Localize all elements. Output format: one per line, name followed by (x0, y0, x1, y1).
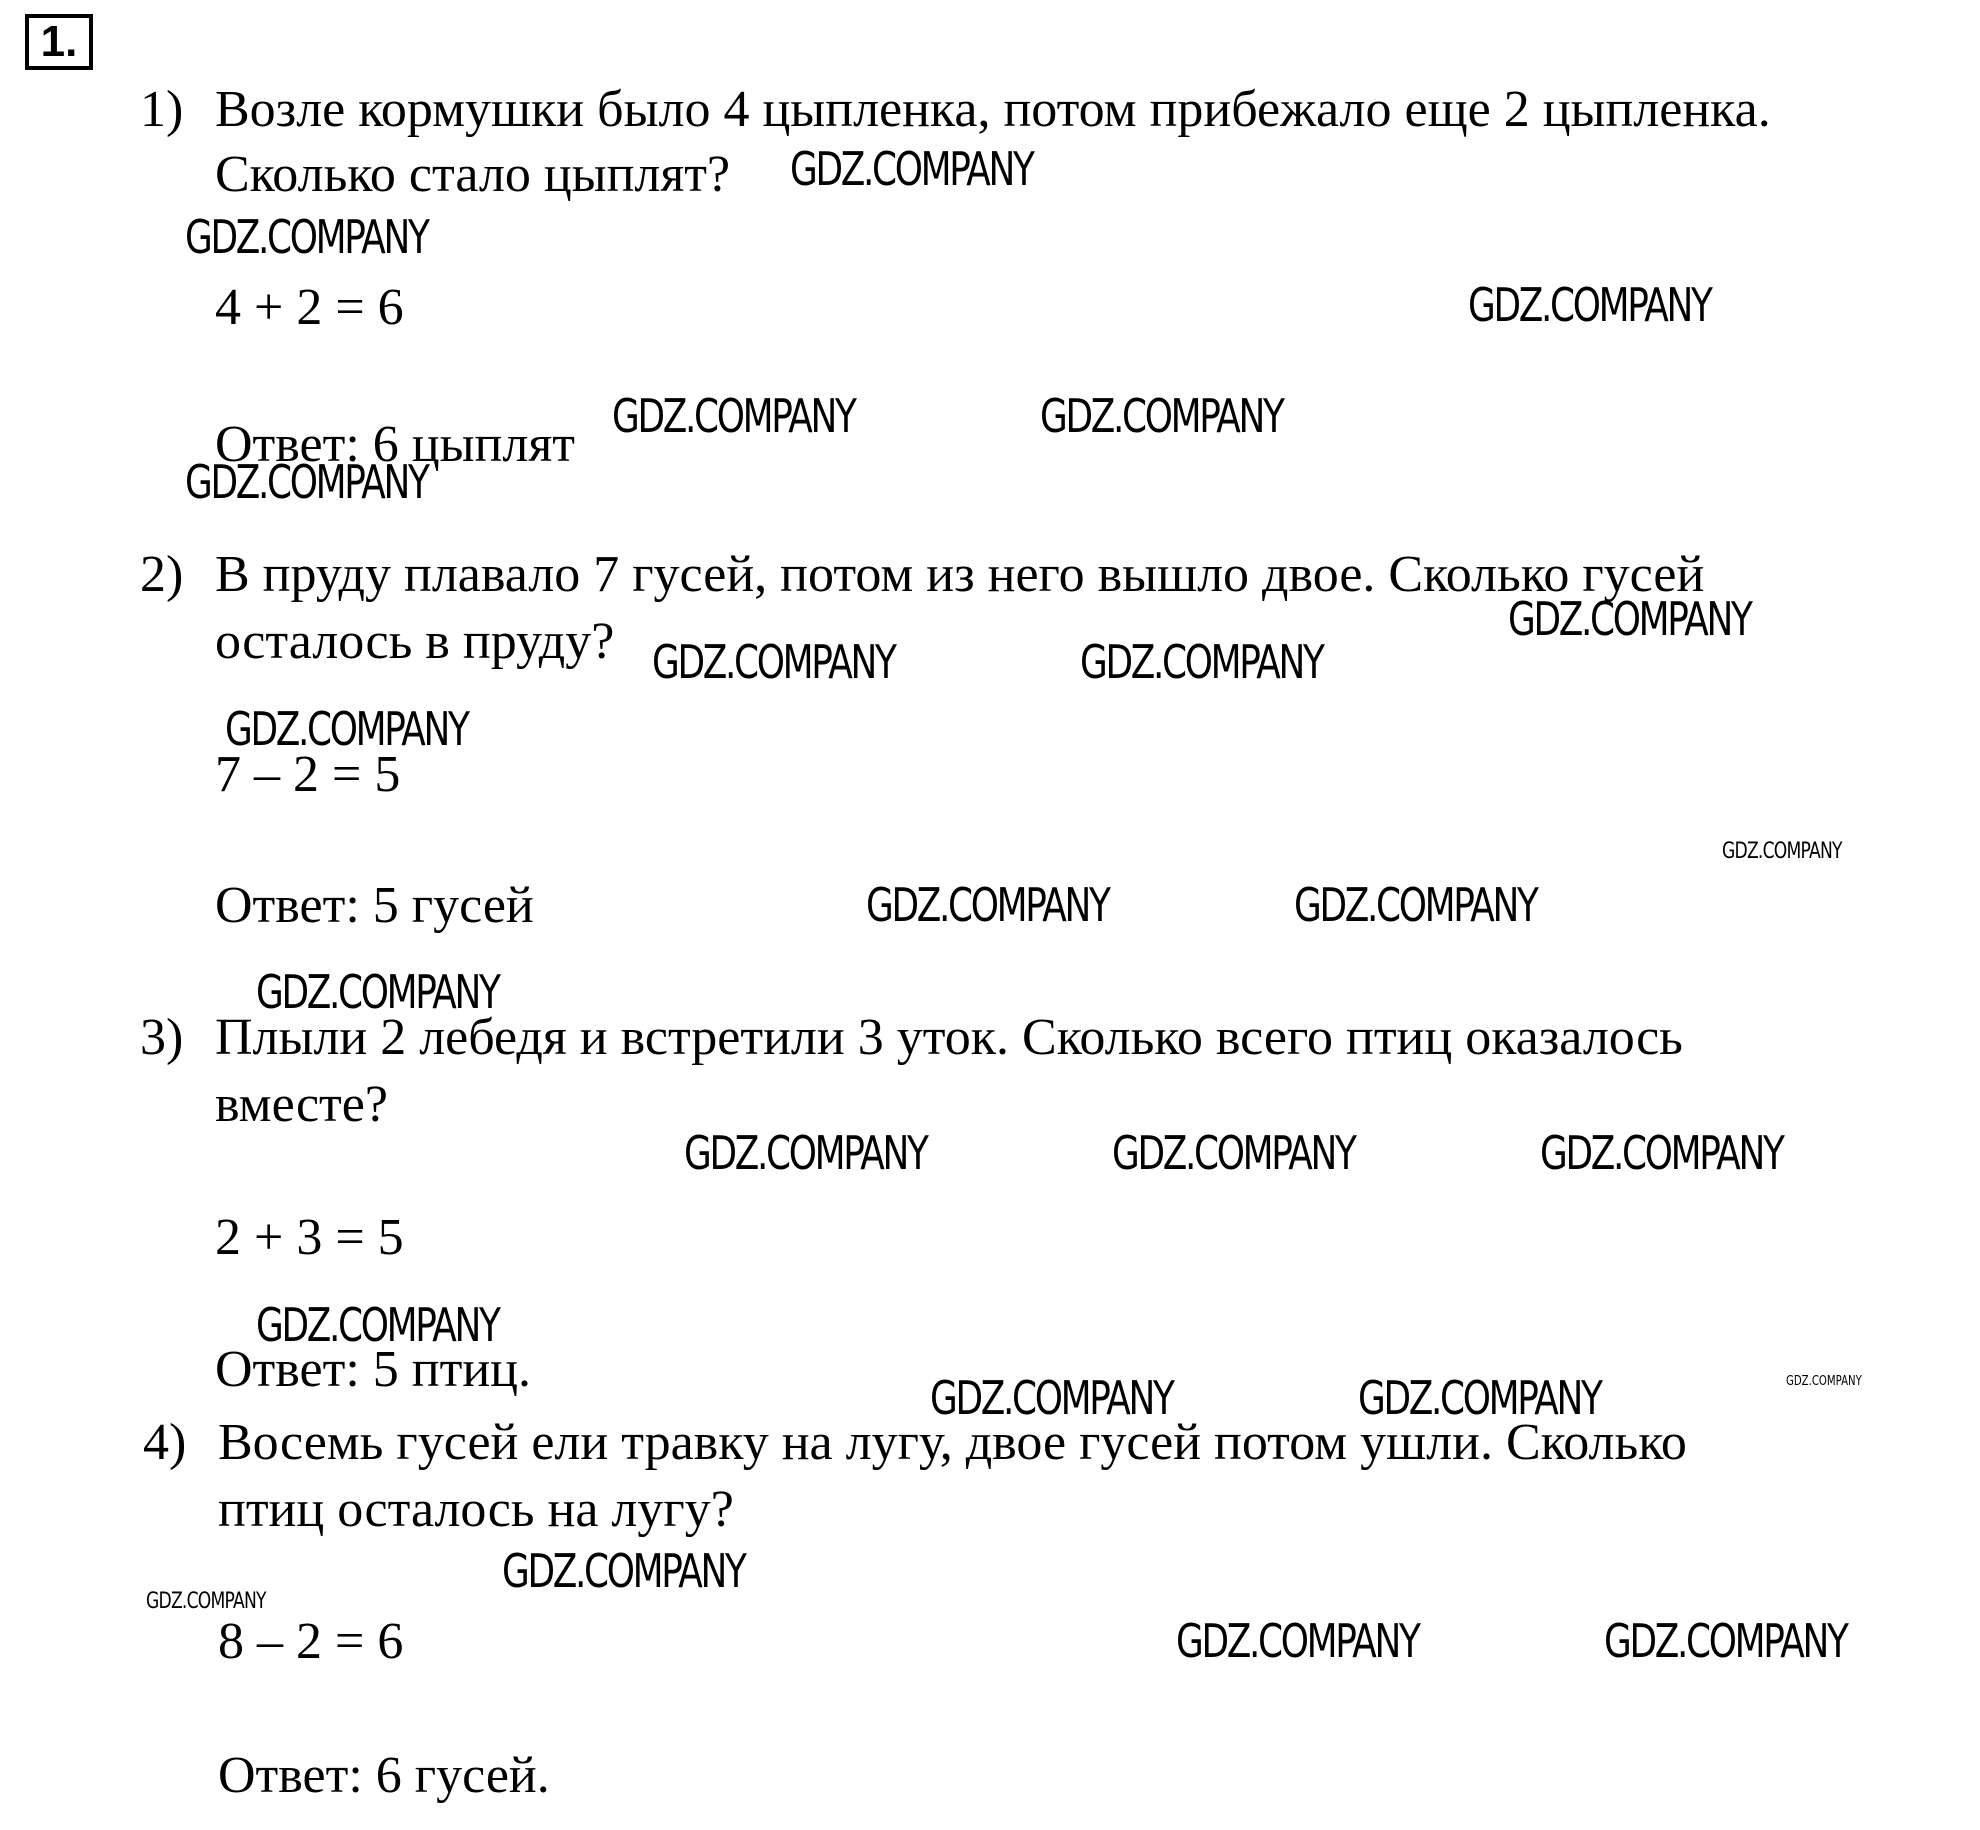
watermark: GDZ.COMPANY (866, 878, 1109, 932)
watermark: GDZ.COMPANY (225, 702, 468, 756)
problem-1-text-line-2: Сколько стало цыплят? (215, 146, 731, 203)
problem-3-equation: 2 + 3 = 5 (215, 1209, 404, 1266)
problem-2-text-line-1: В пруду плавало 7 гусей, потом из него вышло двое. Сколько гусей (215, 546, 1705, 603)
watermark: GDZ.COMPANY (1722, 839, 1842, 864)
problem-1-answer: Ответ: 6 цыплят (215, 416, 575, 473)
watermark: GDZ.COMPANY (1294, 878, 1537, 932)
watermark: GDZ.COMPANY (930, 1371, 1173, 1425)
problem-2-equation: 7 – 2 = 5 (215, 746, 401, 803)
watermark: GDZ.COMPANY (502, 1544, 745, 1598)
watermark: GDZ.COMPANY (1080, 635, 1323, 689)
problem-4-equation: 8 – 2 = 6 (218, 1613, 404, 1670)
watermark: GDZ.COMPANY (256, 965, 499, 1019)
watermark: GDZ.COMPANY (1040, 389, 1283, 443)
problem-4-text-line-2: птиц осталось на лугу? (218, 1481, 734, 1538)
problem-3-answer: Ответ: 5 птиц. (215, 1341, 531, 1398)
task-number-box: 1. (25, 14, 93, 70)
watermark: GDZ.COMPANY (185, 210, 428, 264)
problem-2-text-line-2: осталось в пруду? (215, 613, 615, 670)
problem-4-answer: Ответ: 6 гусей. (218, 1747, 550, 1804)
problem-1-equation: 4 + 2 = 6 (215, 279, 404, 336)
problem-1-text-line-1: Возле кормушки было 4 цыпленка, потом прибежало еще 2 цыпленка. (215, 81, 1771, 138)
problem-3-text-line-2: вместе? (215, 1076, 388, 1133)
watermark: GDZ.COMPANY (1540, 1126, 1783, 1180)
problem-2-answer: Ответ: 5 гусей (215, 877, 534, 934)
watermark: GDZ.COMPANY (652, 635, 895, 689)
problem-4-number: 4) (143, 1414, 187, 1471)
watermark: GDZ.COMPANY (1604, 1614, 1847, 1668)
watermark: GDZ.COMPANY (612, 389, 855, 443)
watermark: GDZ.COMPANY (185, 455, 428, 509)
problem-4-text-line-1: Восемь гусей ели травку на лугу, двое гусей потом ушли. Сколько (218, 1414, 1687, 1471)
watermark: GDZ.COMPANY (1786, 1374, 1862, 1389)
problem-2-number: 2) (140, 546, 184, 603)
watermark: GDZ.COMPANY (684, 1126, 927, 1180)
problem-3-text-line-1: Плыли 2 лебедя и встретили 3 уток. Сколько всего птиц оказалось (215, 1009, 1683, 1066)
watermark: GDZ.COMPANY (1508, 592, 1751, 646)
watermark: GDZ.COMPANY (1468, 278, 1711, 332)
watermark: GDZ.COMPANY (146, 1589, 266, 1614)
watermark: GDZ.COMPANY (256, 1298, 499, 1352)
watermark: GDZ.COMPANY (1112, 1126, 1355, 1180)
problem-1-number: 1) (140, 81, 184, 138)
problem-3-number: 3) (140, 1009, 184, 1066)
watermark: GDZ.COMPANY (1176, 1614, 1419, 1668)
watermark: GDZ.COMPANY (790, 142, 1033, 196)
watermark: GDZ.COMPANY (1358, 1371, 1601, 1425)
